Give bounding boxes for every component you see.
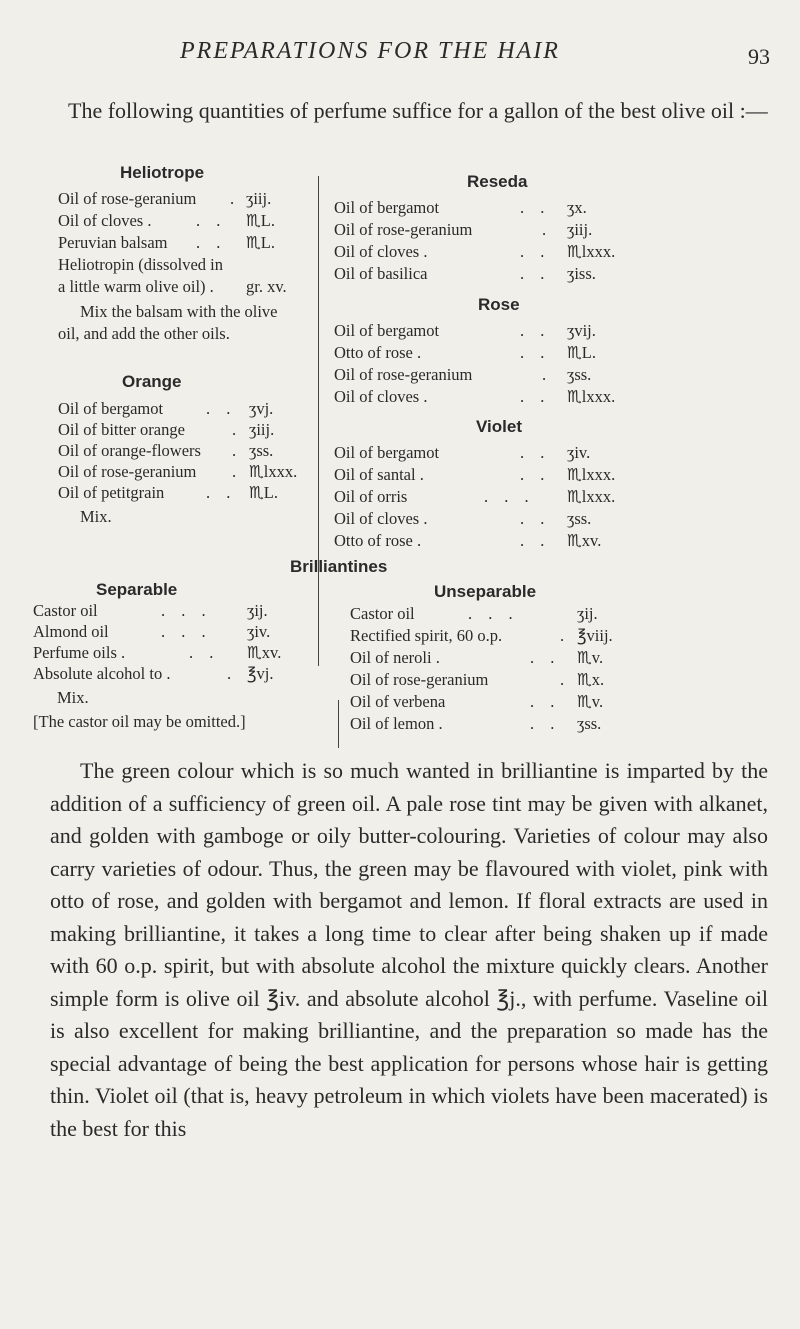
ingredient-label: Oil of cloves . xyxy=(334,509,428,528)
ingredient-label: Oil of bitter orange xyxy=(58,420,185,439)
leader-dots: . . xyxy=(520,387,551,406)
ingredient-label: Oil of bergamot xyxy=(334,321,440,340)
quantity-value: ♏︎L. xyxy=(567,343,596,362)
leader-dots: . . xyxy=(520,443,551,462)
quantity-value: gr. xv. xyxy=(246,277,287,296)
body-text: The green colour which is so much wanted in brilliantine is imparted by the addition of a sufficiency of green oil. A pale rose tint may be given with alkanet, and golden with gamboge or oily butter-colouring. Varieties of colour may also carry varieties of odour. Thus, the green may be flavoured with violet, pink with otto of rose, and golden with bergamot and lemon. If floral extracts are used in making brilliantine, it takes a long time to clear after being shaken up if made with 60 o.p. spirit, but with absolute alcohol the mixture quickly clears. Another simple form is olive oil ℥iv. and absolute alcohol ℥j., with perfume. Vaseline oil is also excellent for making brilliantine, and the preparation so made has the special advantage of being the best application for persons whose hair is getting thin. Violet oil (that is, heavy petroleum in which violets have been macerated) is the best for this xyxy=(50,758,768,1141)
leader-dots: . . xyxy=(520,242,551,261)
ingredient-label: Oil of bergamot xyxy=(58,399,164,418)
ingredient-label: Oil of santal . xyxy=(334,465,424,484)
ingredient-label: Oil of rose-geranium xyxy=(334,365,473,384)
quantity-value: ♏︎L. xyxy=(246,211,275,230)
quantity-value: ♏︎lxxx. xyxy=(567,465,616,484)
leader-dots: . . . xyxy=(161,622,212,641)
unseparable-title: Unseparable xyxy=(434,582,537,601)
heliotrope-note: oil, and add the other oils. xyxy=(58,324,230,343)
leader-dots: . . xyxy=(189,643,220,662)
ingredient-label: Oil of cloves . xyxy=(334,242,428,261)
ingredient-label: Oil of bergamot xyxy=(334,443,440,462)
quantity-value: ʒss. xyxy=(249,441,274,460)
ingredient-label: Castor oil xyxy=(33,601,98,620)
ingredient-label: Oil of orange-flowers xyxy=(58,441,201,460)
ingredient-label: Oil of cloves . xyxy=(334,387,428,406)
quantity-value: ʒij. xyxy=(577,604,598,623)
leader-dots: . xyxy=(232,441,243,460)
leader-dots: . xyxy=(232,462,243,481)
quantity-value: ♏︎v. xyxy=(577,648,604,667)
ingredient-label: Oil of rose-geranium xyxy=(334,220,473,239)
quantity-value: ʒiss. xyxy=(567,264,596,283)
leader-dots: . . xyxy=(520,343,551,362)
ingredient-label: Oil of petitgrain xyxy=(58,483,165,502)
quantity-value: ♏︎lxxx. xyxy=(567,387,616,406)
leader-dots: . . xyxy=(196,211,227,230)
ingredient-label: Peruvian balsam xyxy=(58,233,168,252)
leader-dots: . xyxy=(560,626,571,645)
quantity-value: ♏︎xv. xyxy=(567,531,602,550)
leader-dots: . . xyxy=(520,465,551,484)
leader-dots: . . . xyxy=(468,604,519,623)
quantity-value: ʒss. xyxy=(567,365,592,384)
ingredient-label: Oil of verbena xyxy=(350,692,446,711)
heliotrope-note: Mix the balsam with the olive xyxy=(80,302,278,321)
intro-paragraph: The following quantities of perfume suffice for a gallon of the best olive oil :— xyxy=(68,98,768,123)
ingredient-label: Oil of cloves . xyxy=(58,211,152,230)
ingredient-label: Castor oil xyxy=(350,604,415,623)
running-head xyxy=(0,38,800,78)
quantity-value: ʒij. xyxy=(247,601,268,620)
separable-title: Separable xyxy=(96,580,178,599)
ingredient-label: Oil of rose-geranium xyxy=(350,670,489,689)
leader-dots: . . . xyxy=(484,487,535,506)
quantity-value: ʒiij. xyxy=(567,220,593,239)
ingredient-label: Oil of bergamot xyxy=(334,198,440,217)
leader-dots: . . xyxy=(520,264,551,283)
ingredient-label: Oil of lemon . xyxy=(350,714,443,733)
violet-title: Violet xyxy=(476,417,522,436)
heliotrope-title: Heliotrope xyxy=(120,163,205,182)
body-paragraph xyxy=(50,755,768,1145)
leader-dots: . xyxy=(542,365,553,384)
quantity-value: ʒx. xyxy=(567,198,587,217)
ingredient-label: Almond oil xyxy=(33,622,109,641)
ingredient-label: Oil of basilica xyxy=(334,264,428,283)
brilliantines-title: Brilliantines xyxy=(290,557,388,576)
quantity-value: ʒvj. xyxy=(249,399,274,418)
orange-note: Mix. xyxy=(80,507,112,526)
quantity-value: ℥vj. xyxy=(247,664,274,683)
column-divider-bottom xyxy=(338,700,339,748)
page-number: 93 xyxy=(748,44,770,69)
ingredient-label: Oil of rose-geranium xyxy=(58,189,197,208)
quantity-value: ʒss. xyxy=(577,714,602,733)
ingredient-label: Otto of rose . xyxy=(334,343,422,362)
quantity-value: ʒiij. xyxy=(249,420,275,439)
leader-dots: . . xyxy=(520,531,551,550)
ingredient-label: Otto of rose . xyxy=(334,531,422,550)
separable-footnote: [The castor oil may be omitted.] xyxy=(33,712,246,731)
orange-title: Orange xyxy=(122,372,182,391)
quantity-value: ♏︎lxxx. xyxy=(567,242,616,261)
leader-dots: . . xyxy=(196,233,227,252)
heliotropin-line: Heliotropin (dissolved in xyxy=(58,255,223,274)
ingredient-label: Absolute alcohol to . xyxy=(33,664,171,683)
leader-dots: . . xyxy=(206,399,237,418)
quantity-value: ♏︎L. xyxy=(246,233,275,252)
quantity-value: ʒiij. xyxy=(246,189,272,208)
ingredient-label: Perfume oils . xyxy=(33,643,126,662)
leader-dots: . . xyxy=(530,692,561,711)
leader-dots: . xyxy=(560,670,571,689)
quantity-value: ♏︎v. xyxy=(577,692,604,711)
quantity-value: ♏︎L. xyxy=(249,483,278,502)
ingredient-label: a little warm olive oil) . xyxy=(58,277,214,296)
ingredient-label: Oil of orris xyxy=(334,487,408,506)
quantity-value: ʒiv. xyxy=(567,443,591,462)
leader-dots: . . xyxy=(530,648,561,667)
rose-title: Rose xyxy=(478,295,520,314)
leader-dots: . xyxy=(542,220,553,239)
leader-dots: . . . xyxy=(161,601,212,620)
ingredient-label: Oil of neroli . xyxy=(350,648,440,667)
column-divider-top xyxy=(318,176,319,666)
quantity-value: ♏︎lxxx. xyxy=(249,462,298,481)
leader-dots: . . xyxy=(520,198,551,217)
running-title: PREPARATIONS FOR THE HAIR xyxy=(180,38,560,64)
leader-dots: . xyxy=(230,189,241,208)
quantity-value: ʒiv. xyxy=(247,622,271,641)
ingredient-label: Oil of rose-geranium xyxy=(58,462,197,481)
leader-dots: . xyxy=(232,420,243,439)
leader-dots: . . xyxy=(206,483,237,502)
quantity-value: ʒvij. xyxy=(567,321,596,340)
quantity-value: ♏︎x. xyxy=(577,670,605,689)
reseda-title: Reseda xyxy=(467,172,528,191)
quantity-value: ℥viij. xyxy=(577,626,613,645)
quantity-value: ʒss. xyxy=(567,509,592,528)
leader-dots: . . xyxy=(520,509,551,528)
leader-dots: . . xyxy=(520,321,551,340)
leader-dots: . . xyxy=(530,714,561,733)
leader-dots: . xyxy=(227,664,238,683)
separable-note: Mix. xyxy=(57,688,89,707)
ingredient-label: Rectified spirit, 60 o.p. xyxy=(350,626,503,645)
quantity-value: ♏︎lxxx. xyxy=(567,487,616,506)
quantity-value: ♏︎xv. xyxy=(247,643,282,662)
